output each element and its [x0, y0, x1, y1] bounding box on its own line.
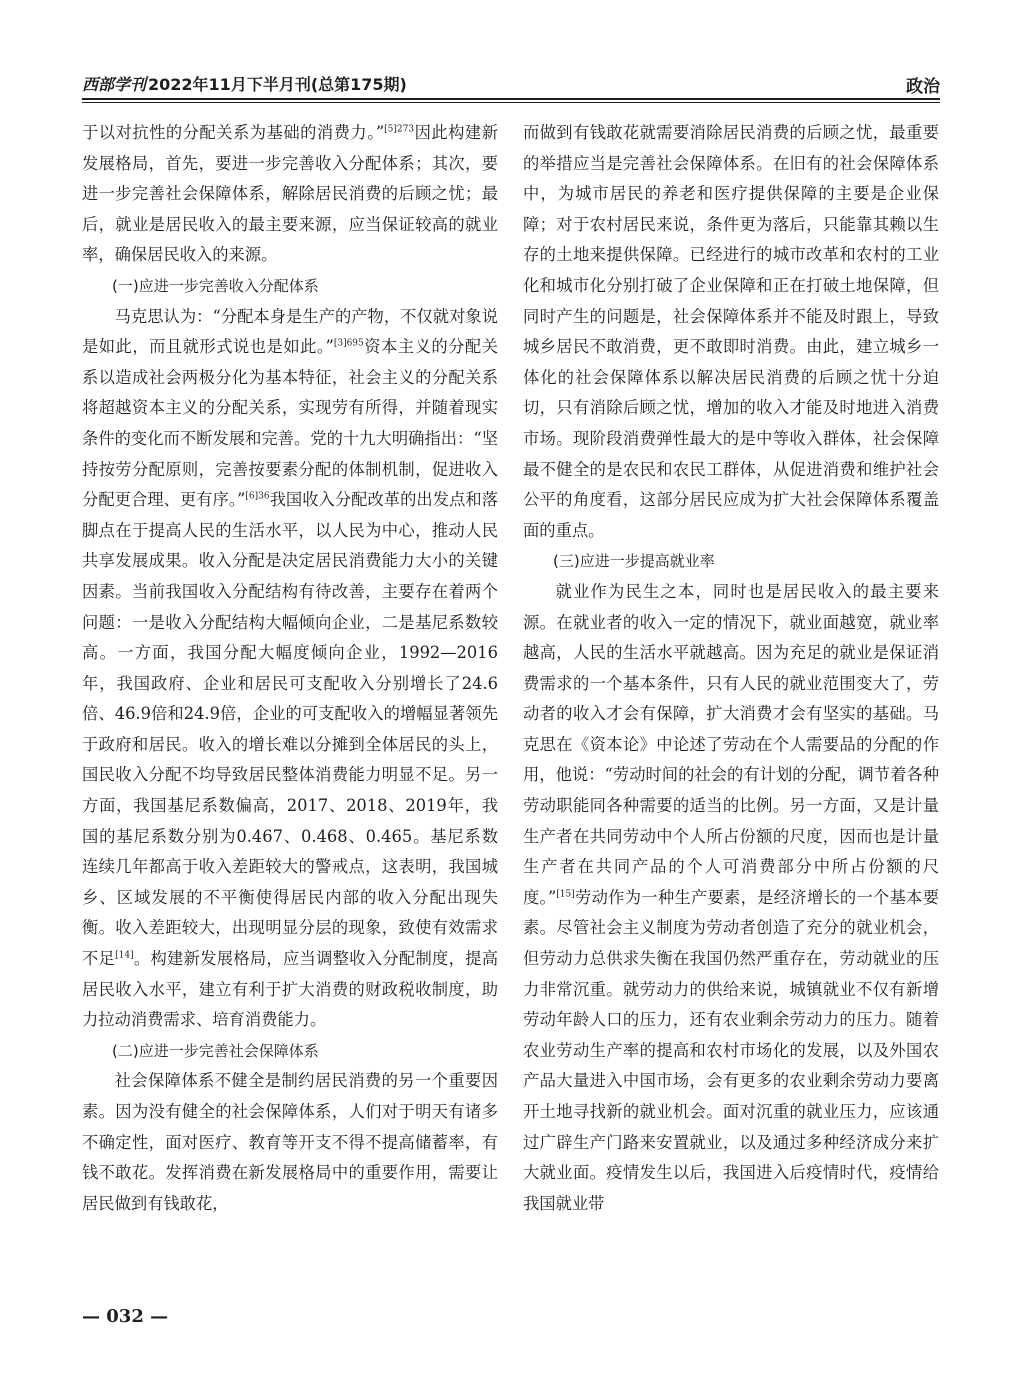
journal-info	[82, 72, 407, 95]
citation-ref: [5]273	[384, 124, 415, 135]
header-rule	[82, 98, 940, 100]
text-run: 而做到有钱敢花就需要消除居民消费的后顾之忧，最重要的举措应当是完善社会保障体系。在旧有的社会保障体系中，为城市居民的养老和医疗提供保障的主要是企业保障；对于农村居民来说，条件更为落后，只能靠其赖以生存的土地来提供保障。已经进行的城市改革和农村的工业化和城市化分别打破了企业保障和正在打破土地保障，但同时产生的问题是，社会保障体系并不能及时跟上，导致城乡居民不敢消费，更不敢即时消费。由此，建立城乡一体化的社会保障体系以解决居民消费的后顾之忧十分迫切，只有消除后顾之忧，增加的收入才能及时地进入消费市场。现阶段消费弹性最大的是中等收入群体，社会保障最不健全的是农民和农民工群体，从促进消费和维护社会公平的角度看，这部分居民应成为扩大社会保障体系覆盖面的重点。	[523, 123, 939, 540]
left-column	[82, 118, 498, 1219]
text-run: 马克思认为：“分配本身是生产的产物，不仅就对象说是如此，而且就形式说也是如此。”	[82, 306, 498, 357]
paragraph	[82, 302, 498, 1036]
issue-info: 2022年11月下半月刊(总第175期)	[148, 75, 407, 94]
section-heading	[82, 1036, 498, 1067]
journal-logo: 西部学刊	[82, 75, 147, 94]
text-run: 于以对抗性的分配关系为基础的消费力。”	[82, 123, 385, 142]
paragraph	[82, 1066, 498, 1219]
paragraph	[523, 577, 939, 1219]
text-run: (三)应进一步提高就业率	[553, 552, 715, 571]
text-run: 劳动作为一种生产要素，是经济增长的一个基本要素。尽管社会主义制度为劳动者创造了充分的就业机会，但劳动力总供求失衡在我国仍然严重存在，劳动就业的压力非常沉重。就劳动力的供给来说，城镇就业不仅有新增劳动年龄人口的压力，还有农业剩余劳动力的压力。随着农业劳动生产率的提高和农村市场化的发展，以及外国农产品大量进入中国市场，会有更多的农业剩余劳动力要离开土地寻找新的就业机会。面对沉重的就业压力，应该通过广辟生产门路来安置就业，以及通过多种经济成分来扩大就业面。疫情发生以后，我国进入后疫情时代，疫情给我国就业带	[523, 887, 939, 1213]
page-number: — 032 —	[82, 1306, 169, 1327]
citation-ref: [15]	[556, 889, 575, 900]
section-label: 政治	[906, 77, 940, 97]
citation-ref: [6]36	[245, 491, 270, 502]
text-run: 社会保障体系不健全是制约居民消费的另一个重要因素。因为没有健全的社会保障体系，人们对于明天有诸多不确定性，面对医疗、教育等开支不得不提高储蓄率，有钱不敢花。发挥消费在新发展格局中的重要作用，需要让居民做到有钱敢花，	[82, 1071, 498, 1213]
citation-ref: [14]	[115, 950, 134, 961]
text-run: 。构建新发展格局，应当调整收入分配制度，提高居民收入水平，建立有利于扩大消费的财政税收制度，助力拉动消费需求、培育消费能力。	[82, 949, 498, 1030]
section-heading	[82, 271, 498, 302]
header-rule-thin	[82, 102, 940, 103]
section-heading	[523, 546, 939, 577]
citation-ref: [3]695	[333, 338, 364, 349]
right-column	[523, 118, 939, 1219]
text-run: 我国收入分配改革的出发点和落脚点在于提高人民的生活水平，以人民为中心，推动人民共享发展成果。收入分配是决定居民消费能力大小的关键因素。当前我国收入分配结构有待改善，主要存在着两个问题：一是收入分配结构大幅倾向企业，二是基尼系数较高。一方面，我国分配大幅度倾向企业，1992—2016年，我国政府、企业和居民可支配收入分别增长了24.6倍、46.9倍和24.9倍，企业的可支配收入的增幅显著领先于政府和居民。收入的增长难以分摊到全体居民的头上，国民收入分配不均导致居民整体消费能力明显不足。另一方面，我国基尼系数偏高，2017、2018、2019年，我国的基尼系数分别为0.467、0.468、0.465。基尼系数连续几年都高于收入差距较大的警戒点，这表明，我国城乡、区域发展的不平衡使得居民内部的收入分配出现失衡。收入差距较大，出现明显分层的现象，致使有效需求不足	[82, 490, 498, 969]
text-run: (一)应进一步完善收入分配体系	[112, 276, 319, 295]
text-run: (二)应进一步完善社会保障体系	[112, 1041, 319, 1060]
text-run: 资本主义的分配关系以造成社会两极分化为基本特征，社会主义的分配关系将超越资本主义的分配关系，实现劳有所得，并随着现实条件的变化而不断发展和完善。党的十九大明确指出：“坚持按劳分配原则，完善按要素分配的体制机制，促进收入分配更合理、更有序。”	[82, 337, 498, 510]
text-run: 因此构建新发展格局，首先，要进一步完善收入分配体系；其次，要进一步完善社会保障体系，解除居民消费的后顾之忧；最后，就业是居民收入的最主要来源，应当保证较高的就业率，确保居民收入的来源。	[82, 123, 498, 265]
paragraph	[82, 118, 498, 271]
paragraph	[523, 118, 939, 546]
text-run: 就业作为民生之本，同时也是居民收入的最主要来源。在就业者的收入一定的情况下，就业面越宽，就业率越高，人民的生活水平就越高。因为充足的就业是保证消费需求的一个基本条件，只有人民的就业范围变大了，劳动者的收入才会有保障，扩大消费才会有坚实的基础。马克思在《资本论》中论述了劳动在个人需要品的分配的作用，他说：“劳动时间的社会的有计划的分配，调节着各种劳动职能同各种需要的适当的比例。另一方面，又是计量生产者在共同劳动中个人所占份额的尺度，因而也是计量生产者在共同产品的个人可消费部分中所占份额的尺度。”	[523, 581, 939, 907]
